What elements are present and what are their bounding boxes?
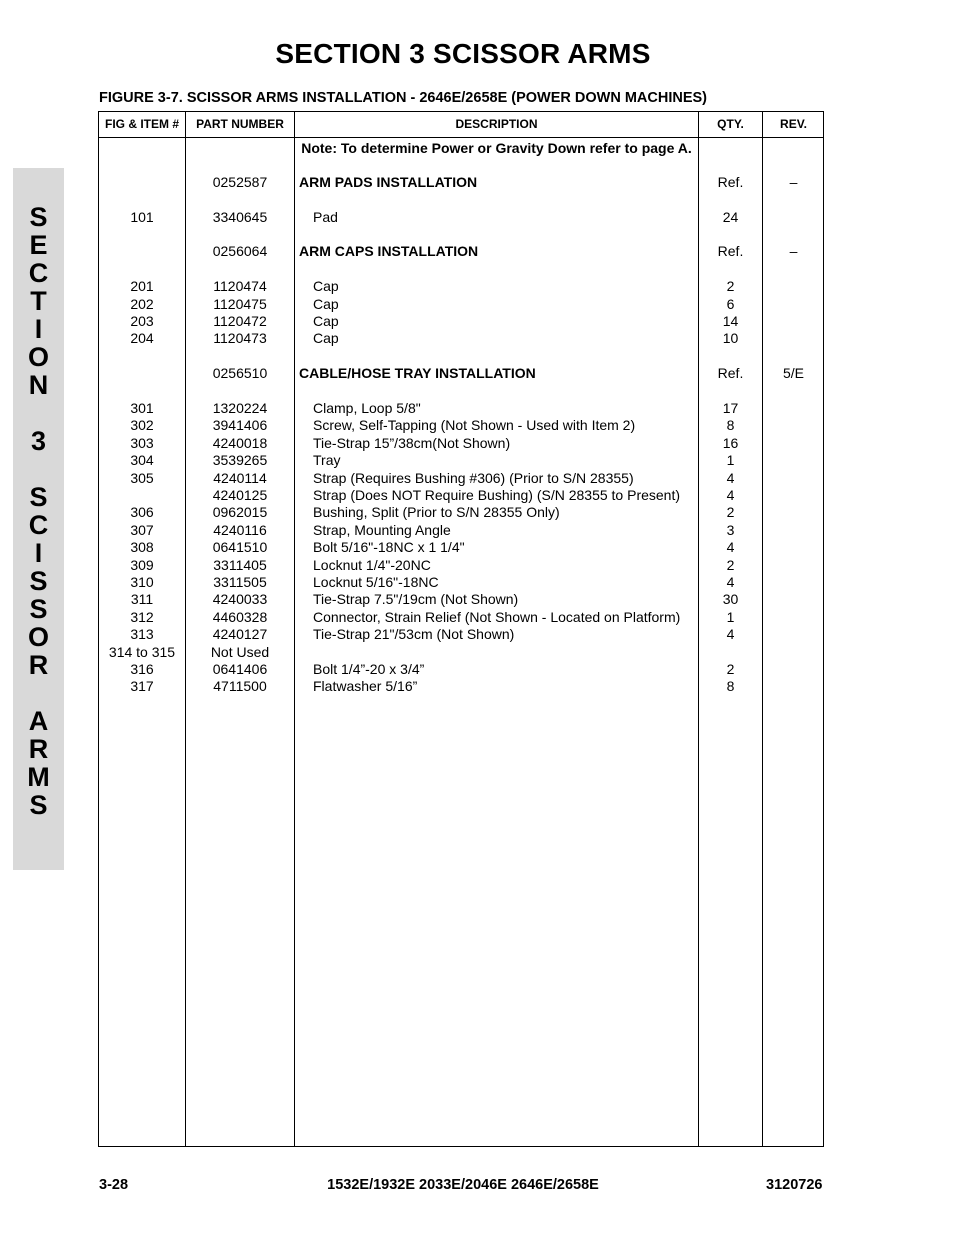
quantity-cell: 4 [726, 574, 735, 590]
quantity-cell: 6 [726, 295, 735, 312]
item-number-cell: 201 [130, 278, 154, 294]
table-row [99, 609, 823, 626]
table-row [99, 591, 823, 608]
part-number-cell: 1120472 [213, 313, 267, 329]
quantity-cell: 14 [722, 313, 739, 329]
quantity-cell: 3 [726, 522, 735, 538]
quantity-cell: 24 [722, 209, 739, 225]
quantity-cell: 4 [726, 487, 735, 503]
table-row [99, 417, 823, 434]
quantity-cell: 2 [726, 557, 735, 573]
quantity-cell: 4 [726, 470, 735, 486]
part-number-cell: 0641406 [212, 661, 268, 677]
item-number-cell: 202 [130, 295, 154, 312]
part-number-cell: 4240033 [212, 591, 268, 607]
side-tab-letter: S [29, 790, 48, 820]
item-number-cell: 101 [130, 209, 154, 225]
table-row [99, 243, 823, 260]
quantity-cell: 1 [726, 452, 735, 468]
part-number-cell: 0252587 [212, 174, 268, 190]
part-number-cell: 0256510 [212, 365, 268, 381]
side-tab-letter: S [29, 594, 48, 624]
parts-table [98, 111, 824, 1147]
item-number-cell: 306 [130, 504, 154, 520]
item-number-cell: 304 [130, 452, 154, 468]
description-cell: Screw, Self-Tapping (Not Shown - Used with Item 2) [313, 417, 636, 433]
item-number-cell: 309 [130, 557, 154, 573]
header-qty: QTY. [717, 117, 744, 131]
description-cell: Cap [313, 295, 339, 312]
figure-title: FIGURE 3-7. SCISSOR ARMS INSTALLATION - 2646E/2658E (POWER DOWN MACHINES) [99, 90, 708, 106]
part-number-cell: 4460328 [212, 609, 268, 625]
description-cell: Tie-Strap 7.5"/19cm (Not Shown) [313, 591, 519, 607]
item-number-cell: 305 [130, 470, 154, 486]
quantity-cell: 30 [722, 591, 739, 607]
side-tab-letter: O [27, 622, 49, 652]
side-tab-letter: A [28, 706, 49, 736]
table-row [99, 278, 823, 295]
part-number-cell: 0256064 [212, 243, 268, 259]
part-number-cell: 4711500 [213, 678, 267, 694]
table-row [99, 313, 823, 330]
part-number-cell: 1120474 [213, 278, 267, 294]
side-tab-letter: N [28, 370, 49, 400]
item-number-cell: 314 to 315 [108, 644, 176, 660]
quantity-cell: 2 [726, 278, 735, 294]
part-number-cell: 3340645 [212, 209, 268, 225]
item-number-cell: 313 [130, 626, 154, 642]
item-number-cell: 204 [130, 330, 154, 346]
table-row [99, 174, 823, 191]
header-part-number: PART NUMBER [196, 117, 284, 131]
quantity-cell: 1 [726, 609, 735, 625]
table-row [99, 209, 823, 226]
header-rev: REV. [780, 117, 807, 131]
side-tab-letter: O [27, 342, 49, 372]
item-number-cell: 307 [130, 522, 154, 538]
part-number-cell: 4240114 [213, 470, 267, 486]
description-cell: Locknut 1/4"-20NC [313, 557, 431, 573]
description-cell: Tie-Strap 21"/53cm (Not Shown) [313, 626, 515, 642]
side-tab-letter: S [29, 482, 48, 512]
description-cell: Tie-Strap 15”/38cm(Not Shown) [313, 435, 511, 451]
description-cell: Bolt 1/4”-20 x 3/4” [313, 661, 425, 677]
side-tab-letter: C [28, 258, 49, 288]
quantity-cell: Ref. [717, 365, 744, 381]
table-row [99, 644, 823, 661]
table-row [99, 365, 823, 382]
revision-cell: – [789, 174, 798, 190]
side-tab-letter: C [28, 510, 49, 540]
item-number-cell: 312 [130, 609, 154, 625]
section-side-tab [13, 168, 64, 870]
quantity-cell: 17 [722, 400, 739, 416]
side-tab-letter: T [30, 286, 47, 316]
quantity-cell: Ref. [717, 174, 744, 190]
table-row [99, 296, 823, 313]
item-number-cell: 316 [130, 661, 154, 677]
description-cell: Cap [313, 278, 339, 294]
description-cell: Flatwasher 5/16” [313, 678, 418, 694]
part-number-cell: 4240127 [212, 626, 268, 642]
quantity-cell: 8 [726, 417, 735, 433]
description-cell: Strap, Mounting Angle [313, 522, 451, 538]
side-tab-letter: I [34, 314, 43, 344]
quantity-cell: 10 [722, 330, 739, 346]
item-number-cell: 310 [130, 574, 154, 590]
side-tab-letters [13, 203, 64, 819]
side-tab-letter: M [27, 762, 50, 792]
part-number-cell: 3941406 [212, 417, 268, 433]
header-description: DESCRIPTION [455, 117, 538, 131]
quantity-cell: 16 [722, 435, 739, 451]
side-tab-letter: S [29, 566, 48, 596]
footer-models: 1532E/1932E 2033E/2046E 2646E/2658E [327, 1177, 599, 1193]
table-row [99, 504, 823, 521]
table-row [99, 330, 823, 347]
header-fig-item: FIG & ITEM # [104, 117, 179, 131]
part-number-cell: 3539265 [212, 452, 268, 468]
side-tab-letter: 3 [30, 426, 47, 456]
part-number-cell: 1320224 [212, 400, 268, 416]
table-row [99, 574, 823, 591]
page-number: 3-28 [99, 1177, 129, 1193]
part-number-cell: 0641510 [212, 539, 268, 555]
part-number-cell: 3311405 [213, 557, 267, 573]
side-tab-letter: R [28, 650, 49, 680]
table-row [99, 539, 823, 556]
table-row [99, 557, 823, 574]
side-tab-letter: I [34, 538, 43, 568]
description-cell: Cap [313, 313, 339, 329]
quantity-cell: Ref. [717, 243, 744, 259]
description-cell: Strap (Requires Bushing #306) (Prior to S/N 28355) [313, 470, 634, 486]
item-number-cell: 317 [130, 678, 154, 694]
revision-cell: – [789, 243, 798, 259]
side-tab-letter: E [29, 230, 48, 260]
part-number-cell: 1120475 [213, 295, 267, 312]
part-number-cell: 4240018 [212, 435, 268, 451]
document-number: 3120726 [766, 1177, 823, 1193]
item-number-cell: 303 [130, 435, 154, 451]
table-note: Note: To determine Power or Gravity Down refer to page A. [301, 140, 692, 156]
item-number-cell: 301 [130, 400, 154, 416]
quantity-cell: 2 [726, 504, 735, 520]
item-number-cell: 311 [130, 591, 154, 607]
table-row [99, 435, 823, 452]
table-row [99, 400, 823, 417]
description-cell: ARM PADS INSTALLATION [299, 174, 478, 190]
table-row [99, 678, 823, 695]
description-cell: Connector, Strain Relief (Not Shown - Located on Platform) [313, 609, 681, 625]
description-cell: Tray [313, 452, 341, 468]
part-number-cell: 4240125 [212, 487, 268, 503]
description-cell: CABLE/HOSE TRAY INSTALLATION [299, 365, 536, 381]
item-number-cell: 302 [130, 417, 154, 433]
table-row [99, 487, 823, 504]
side-tab-letter: R [28, 734, 49, 764]
description-cell: Cap [313, 330, 339, 346]
description-cell: Bolt 5/16"-18NC x 1 1/4" [313, 539, 465, 555]
revision-cell: 5/E [782, 365, 804, 381]
part-number-cell: Not Used [210, 644, 270, 660]
part-number-cell: 3311505 [213, 574, 267, 590]
part-number-cell: 4240116 [213, 522, 267, 538]
quantity-cell: 2 [726, 661, 735, 677]
table-row [99, 452, 823, 469]
section-title: SECTION 3 SCISSOR ARMS [275, 38, 651, 69]
description-cell: Clamp, Loop 5/8" [313, 400, 421, 416]
table-row [99, 626, 823, 643]
item-number-cell: 203 [130, 313, 154, 329]
part-number-cell: 0962015 [212, 504, 268, 520]
quantity-cell: 8 [726, 678, 735, 694]
description-cell: Locknut 5/16"-18NC [313, 574, 439, 590]
description-cell: Bushing, Split (Prior to S/N 28355 Only) [313, 504, 560, 520]
table-row [99, 470, 823, 487]
table-row [99, 661, 823, 678]
part-number-cell: 1120473 [213, 330, 267, 346]
quantity-cell: 4 [726, 626, 735, 642]
description-cell: Strap (Does NOT Require Bushing) (S/N 28355 to Present) [313, 487, 681, 503]
table-header [99, 112, 823, 138]
description-cell: Pad [313, 209, 338, 225]
side-tab-letter: S [29, 202, 48, 232]
table-row [99, 522, 823, 539]
item-number-cell: 308 [130, 539, 154, 555]
description-cell: ARM CAPS INSTALLATION [299, 243, 479, 259]
quantity-cell: 4 [726, 539, 735, 555]
